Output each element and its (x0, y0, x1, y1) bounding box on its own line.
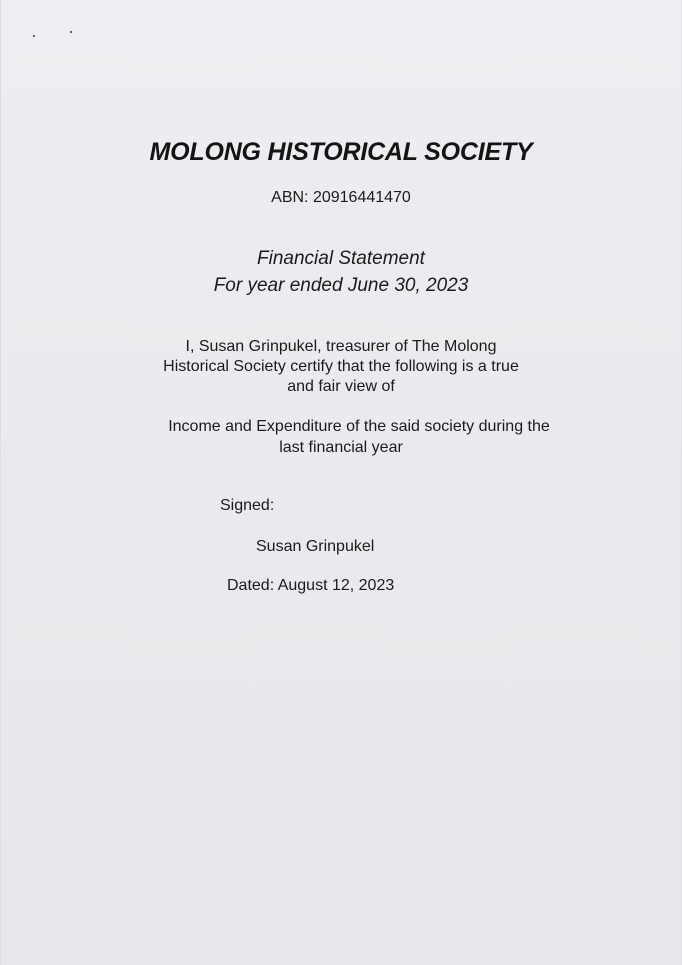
signer-name: Susan Grinpukel (256, 538, 375, 555)
certification-line: Historical Society certify that the following is a true (163, 358, 519, 375)
scan-speck (33, 35, 35, 37)
scan-speck (70, 31, 72, 33)
certification-line: I, Susan Grinpukel, treasurer of The Molong (185, 338, 497, 355)
income-expenditure-line: Income and Expenditure of the said society during the (168, 418, 550, 435)
abn-number: ABN: 20916441470 (271, 189, 411, 206)
statement-title: Financial Statement (257, 248, 425, 269)
reporting-period: For year ended June 30, 2023 (213, 275, 469, 296)
income-expenditure-line: last financial year (279, 439, 403, 456)
document-title: MOLONG HISTORICAL SOCIETY (149, 138, 533, 166)
signed-label: Signed: (220, 497, 275, 514)
certification-line: and fair view of (287, 378, 395, 395)
signature-date: Dated: August 12, 2023 (227, 577, 395, 594)
